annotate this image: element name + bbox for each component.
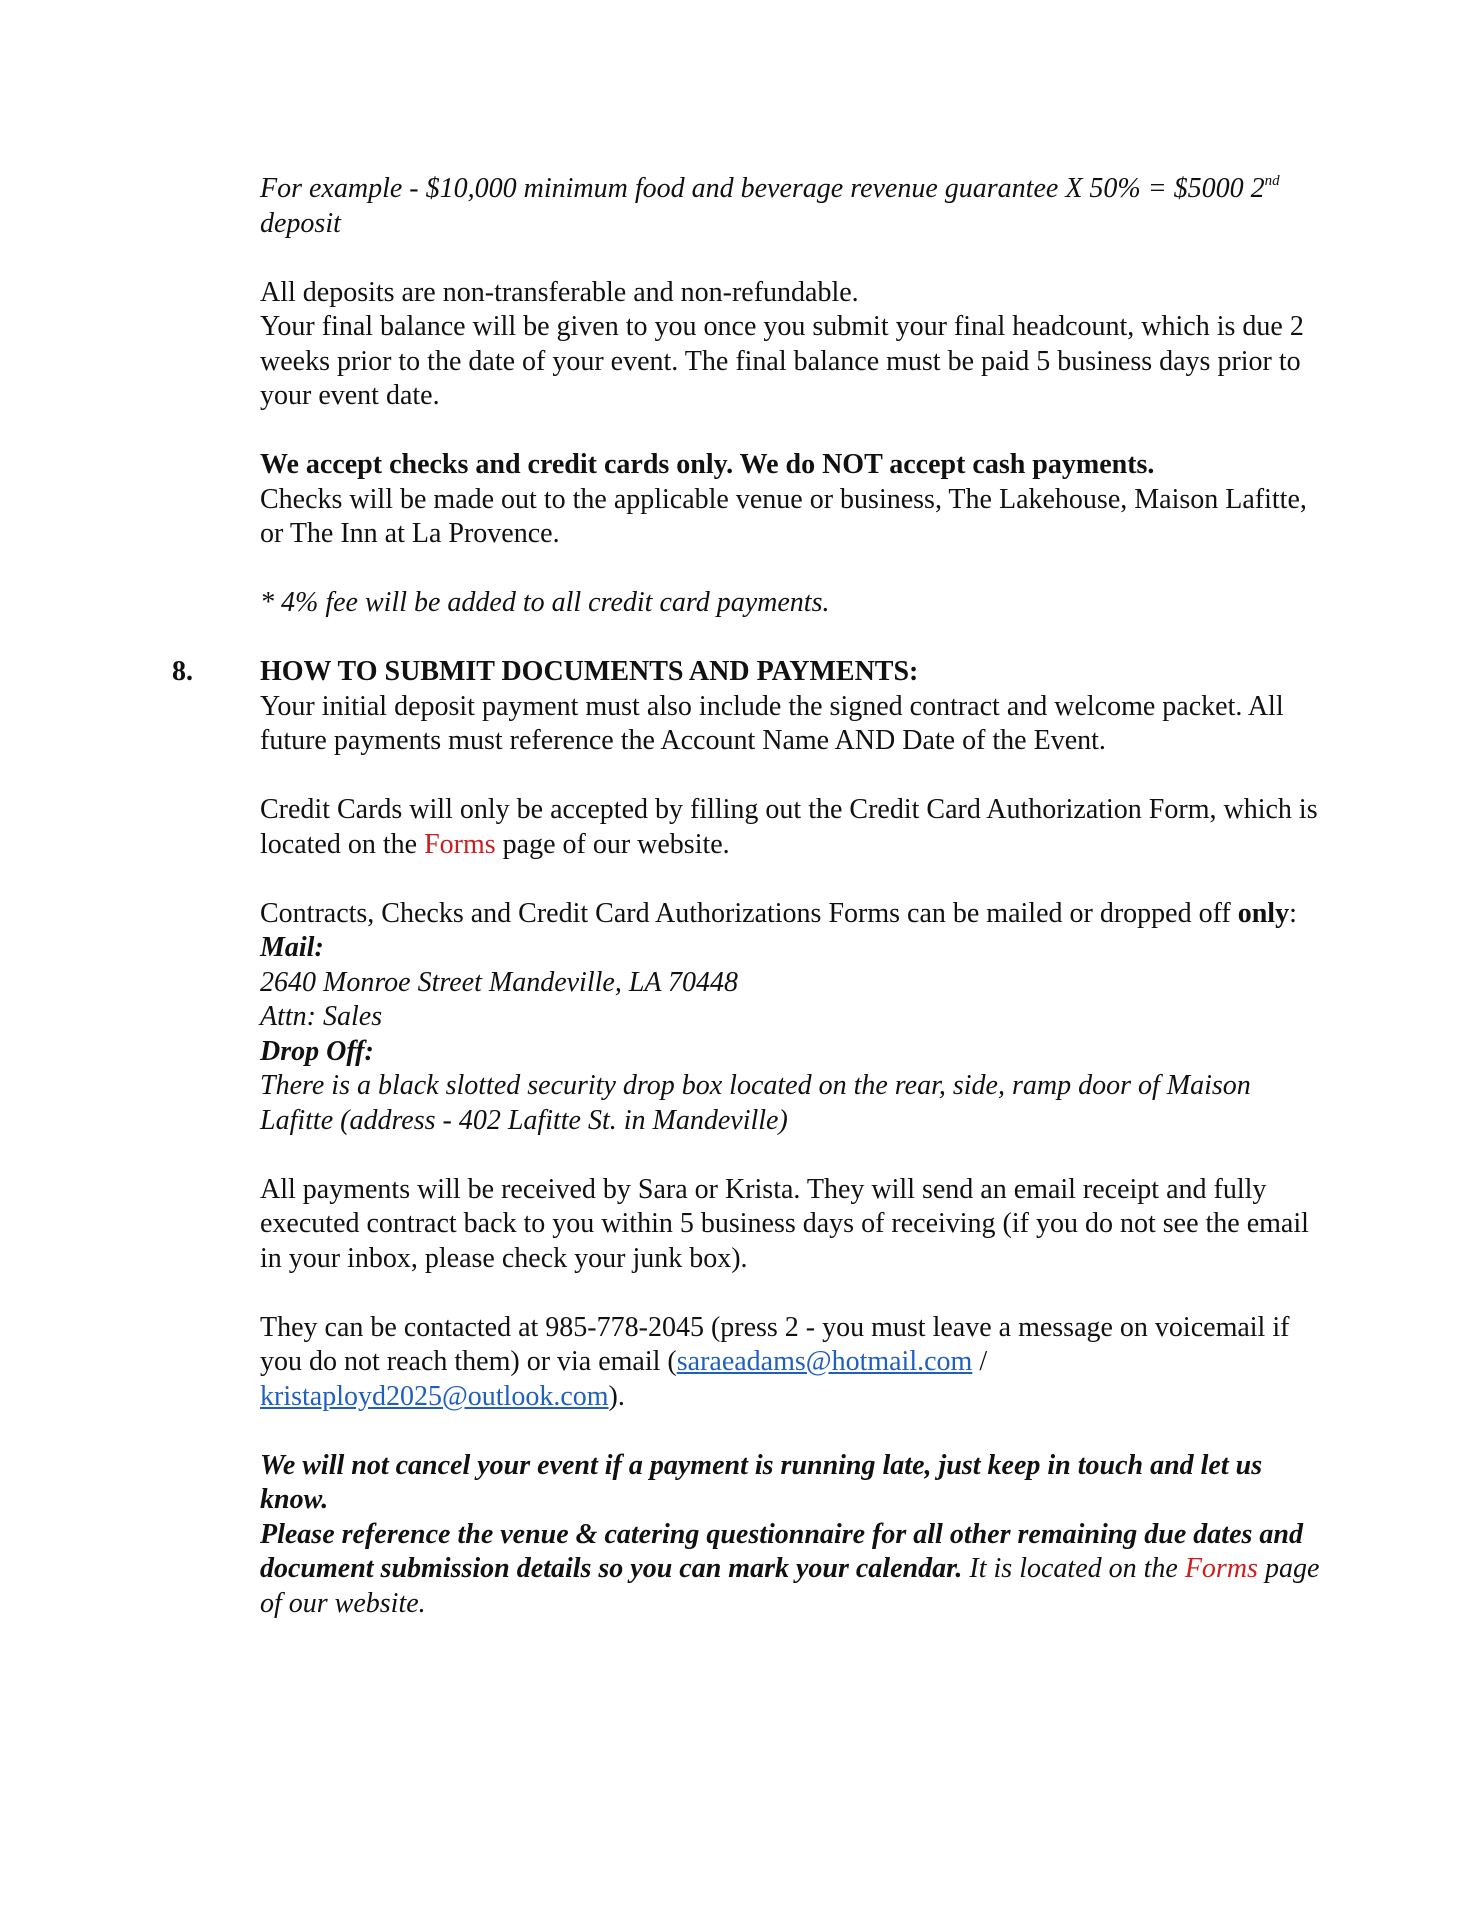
credit-card-paragraph [260,793,1320,862]
forms-link-2[interactable]: Forms [1184,1553,1258,1584]
reference-italic-text: It is located on the [962,1553,1185,1584]
contact-text-post: ). [608,1380,625,1412]
late-payment-note: We will not cancel your event if a payment is running late, just keep in touch and let us know. [260,1449,1263,1515]
drop-off-label: Drop Off: [260,1035,374,1067]
contact-paragraph [260,1311,1320,1415]
reference-end-text: page of our website. [260,1553,1320,1619]
reference-paragraph [260,1518,1320,1622]
drop-off-text: There is a black slotted security drop box located on the rear, side, ramp door of Maison Lafitte (address - 402 Lafitte St. in Mandeville) [260,1070,1251,1136]
contracts-text-post: : [1289,897,1297,929]
email-link-krista[interactable]: kristaployd2025@outlook.com [260,1380,609,1412]
mail-label: Mail: [260,932,324,963]
contracts-only: only [1237,897,1290,929]
credit-fee-note: * 4% fee will be added to all credit card payments. [260,587,830,618]
final-balance-paragraph: Your final balance will be given to you once you submit your final headcount, which is due 2 weeks prior to the date of your event. The final balance must be paid 5 business days prior to your event date. [260,311,1304,411]
email-separator: / [972,1346,988,1377]
forms-link[interactable]: Forms [424,828,496,860]
email-link-sara[interactable]: saraeadams@hotmail.com [676,1346,973,1377]
payment-methods-heading: We accept checks and credit cards only. We do NOT accept cash payments. [260,449,1155,480]
reference-bold-text: Please reference the venue & catering questionnaire for all other remaining due dates and document submission details so you can mark your calendar. [260,1518,1303,1584]
mail-attn: Attn: Sales [260,1001,383,1032]
payments-received-paragraph: All payments will be received by Sara or Krista. They will send an email receipt and fully executed contract back to you within 5 business days of receiving (if you do not see the email in your inbox, please check your junk box). [260,1173,1309,1274]
example-tail: deposit [260,207,341,239]
document-body [260,172,1320,1621]
credit-text-post: page of our website. [495,828,730,860]
credit-text-pre: Credit Cards will only be accepted by filling out the Credit Card Authorization Form, which is located on the [260,794,1318,860]
deposits-nonrefundable: All deposits are non-transferable and non-refundable. [260,276,859,308]
section-heading: HOW TO SUBMIT DOCUMENTS AND PAYMENTS: [260,656,919,687]
section-number: 8. [172,656,193,687]
example-paragraph [260,172,1320,241]
mail-address: 2640 Monroe Street Mandeville, LA 70448 [260,966,738,998]
contracts-paragraph [260,897,1320,932]
example-sup: nd [1264,173,1280,189]
contact-text-pre: They can be contacted at 985-778-2045 (press 2 - you must leave a message on voicemail if you do not reach them) or via email ( [260,1311,1290,1377]
initial-deposit-paragraph: Your initial deposit payment must also include the signed contract and welcome packet. All future payments must reference the Account Name AND Date of the Event. [260,690,1284,756]
checks-paragraph: Checks will be made out to the applicable venue or business, The Lakehouse, Maison Lafitte, or The Inn at La Provence. [260,483,1307,549]
example-text: For example - $10,000 minimum food and beverage revenue guarantee X 50% = $5000 2 [260,173,1265,204]
contracts-text-pre: Contracts, Checks and Credit Card Authorizations Forms can be mailed or dropped off [260,897,1238,929]
